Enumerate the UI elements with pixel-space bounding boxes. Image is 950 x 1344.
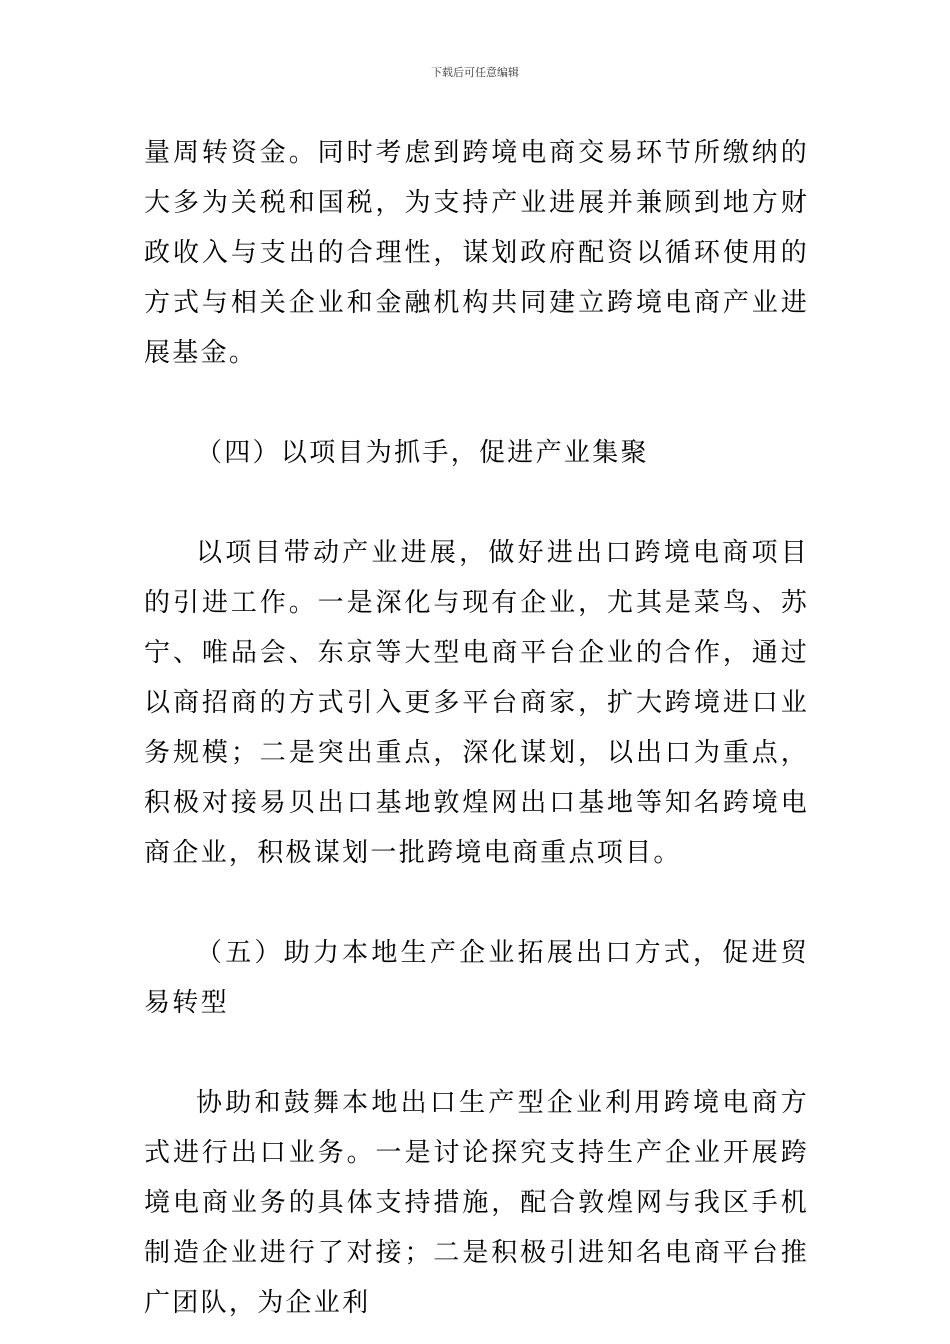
page-header: 下载后可任意编辑: [431, 66, 519, 79]
paragraph-projects: 以项目带动产业进展，做好进出口跨境电商项目的引进工作。一是深化与现有企业，尤其是菜鸟、苏宁、唯品会、东京等大型电商平台企业的合作，通过以商招商的方式引入更多平台商家，扩大跨境进口业务规模；二是突出重点，深化谋划，以出口为重点，积极对接易贝出口基地敦煌网出口基地等知名跨境电商企业，积极谋划一批跨境电商重点项目。: [144, 538, 809, 868]
section-heading-4: （四）以项目为抓手，促进产业集聚: [196, 438, 649, 468]
paragraph-local-enterprises: 协助和鼓舞本地出口生产型企业利用跨境电商方式进行出口业务。一是讨论探究支持生产企业开展跨境电商业务的具体支持措施，配合敦煌网与我区手机制造企业进行了对接；二是积极引进知名电商平台推广团队，为企业利: [144, 1088, 809, 1318]
paragraph-continuation: 量周转资金。同时考虑到跨境电商交易环节所缴纳的大多为关税和国税，为支持产业进展并兼顾到地方财政收入与支出的合理性，谋划政府配资以循环使用的方式与相关企业和金融机构共同建立跨境电商产业进展基金。: [144, 138, 809, 368]
section-heading-5: （五）助力本地生产企业拓展出口方式，促进贸易转型: [144, 938, 809, 1018]
document-body: [144, 128, 809, 1328]
